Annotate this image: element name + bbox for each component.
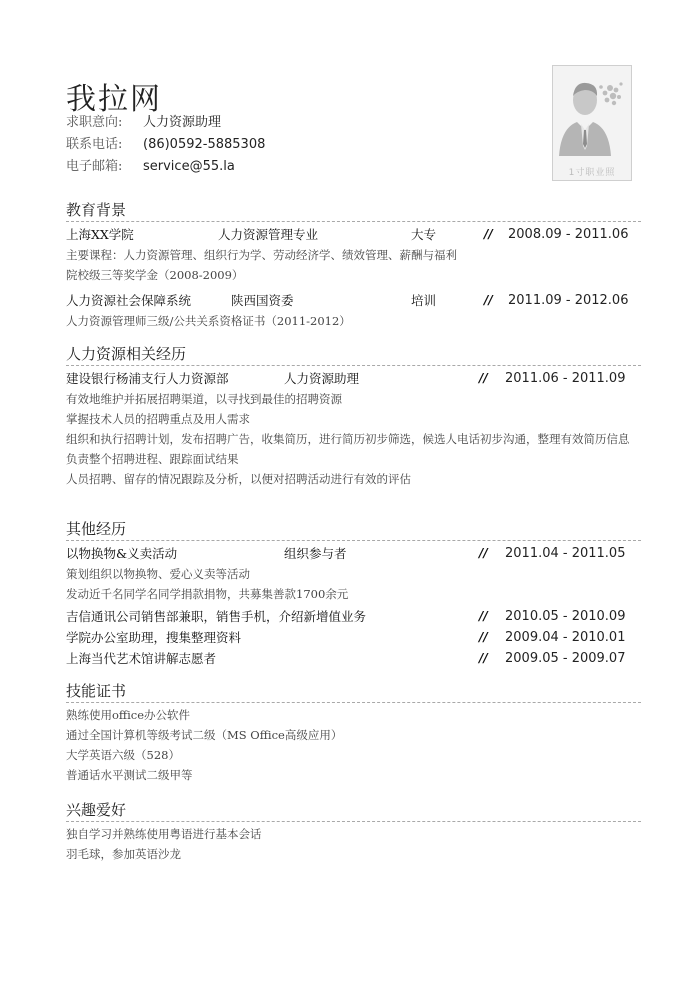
- experience-detail: 组织和执行招聘计划，发布招聘广告，收集简历，进行简历初步筛选，候选人电话初步沟通，整理有效简历信息: [66, 432, 630, 446]
- date-range: 2009.04 - 2010.01: [505, 630, 626, 645]
- separator: //: [484, 293, 493, 307]
- education-title: 教育背景: [66, 201, 127, 219]
- skills-title: 技能证书: [66, 682, 127, 700]
- experience-detail: 策划组织以物换物、爱心义卖等活动: [66, 567, 250, 581]
- skill-item: 熟练使用office办公软件: [66, 708, 191, 722]
- school-name: 人力资源社会保障系统: [66, 293, 192, 308]
- experience-detail: 人员招聘、留存的情况跟踪及分析，以便对招聘活动进行有效的评估: [66, 472, 411, 486]
- email-value: service@55.la: [143, 159, 235, 174]
- phone-row: [66, 134, 526, 156]
- degree: 大专: [411, 227, 437, 242]
- candidate-name: 我拉网: [66, 82, 162, 117]
- job-intention-row: [66, 112, 526, 134]
- organization: 建设银行杨浦支行人力资源部: [66, 371, 229, 386]
- experience-detail: 掌握技术人员的招聘重点及用人需求: [66, 412, 250, 426]
- hr-experience-section: [66, 344, 641, 489]
- organization: 吉信通讯公司销售部兼职，销售手机，介绍新增值业务: [66, 609, 367, 624]
- degree: 培训: [411, 293, 437, 308]
- date-range: 2010.05 - 2010.09: [505, 609, 626, 624]
- section-divider: [66, 540, 641, 541]
- education-detail: 主要课程：人力资源管理、组织行为学、劳动经济学、绩效管理、薪酬与福利: [66, 248, 457, 262]
- job-intention-label: 求职意向:: [66, 115, 123, 130]
- experience-entry-header: [66, 606, 641, 627]
- section-divider: [66, 365, 641, 366]
- experience-detail: 发动近千名同学名同学捐款捐物，共募集善款1700余元: [66, 587, 349, 601]
- email-row: [66, 156, 526, 178]
- organization: 上海当代艺术馆讲解志愿者: [66, 651, 217, 666]
- experience-entry-header: [66, 627, 641, 648]
- separator: //: [479, 546, 488, 560]
- role: 组织参与者: [284, 546, 347, 561]
- skills-section: [66, 681, 641, 785]
- separator: //: [479, 651, 488, 665]
- education-entry-header: [66, 290, 641, 311]
- phone-label: 联系电话:: [66, 137, 123, 152]
- hobbies-title: 兴趣爱好: [66, 801, 127, 819]
- contact-block: [66, 112, 526, 178]
- organization: 以物换物&义卖活动: [66, 546, 178, 561]
- education-detail: 人力资源管理师三级/公共关系资格证书（2011-2012）: [66, 314, 351, 328]
- skill-item: 普通话水平测试二级甲等: [66, 768, 193, 782]
- date-range: 2011.04 - 2011.05: [505, 546, 626, 561]
- education-detail: 院校级三等奖学金（2008-2009）: [66, 268, 244, 282]
- organization: 学院办公室助理，搜集整理资料: [66, 630, 242, 645]
- experience-entry-header: [66, 543, 641, 564]
- skill-item: 通过全国计算机等级考试二级（MS Office高级应用）: [66, 728, 343, 742]
- job-intention-value: 人力资源助理: [143, 115, 222, 130]
- major: 人力资源管理专业: [218, 227, 319, 242]
- section-divider: [66, 702, 641, 703]
- major: 陕西国资委: [231, 293, 294, 308]
- hobbies-section: [66, 800, 641, 864]
- separator: //: [479, 630, 488, 644]
- experience-entry-header: [66, 648, 641, 669]
- hobby-item: 独自学习并熟练使用粤语进行基本会话: [66, 827, 262, 841]
- school-name: 上海XX学院: [66, 227, 134, 242]
- date-range: 2009.05 - 2009.07: [505, 651, 626, 666]
- separator: //: [479, 609, 488, 623]
- other-experience-title: 其他经历: [66, 520, 127, 538]
- photo-caption: 1寸职业照: [568, 168, 616, 178]
- email-label: 电子邮箱:: [66, 159, 123, 174]
- separator: //: [479, 371, 488, 385]
- person-silhouette-icon: [553, 66, 631, 166]
- hr-experience-title: 人力资源相关经历: [66, 345, 187, 363]
- section-divider: [66, 821, 641, 822]
- other-experience-section: [66, 519, 641, 669]
- skill-item: 大学英语六级（528）: [66, 748, 180, 762]
- experience-detail: 负责整个招聘进程、跟踪面试结果: [66, 452, 239, 466]
- date-range: 2011.09 - 2012.06: [508, 293, 629, 308]
- date-range: 2008.09 - 2011.06: [508, 227, 629, 242]
- education-section: [66, 200, 641, 331]
- phone-value: (86)0592-5885308: [143, 137, 266, 152]
- photo-placeholder: [552, 65, 632, 181]
- role: 人力资源助理: [284, 371, 360, 386]
- hobby-item: 羽毛球，参加英语沙龙: [66, 847, 181, 861]
- section-divider: [66, 221, 641, 222]
- separator: //: [484, 227, 493, 241]
- experience-entry-header: [66, 368, 641, 389]
- date-range: 2011.06 - 2011.09: [505, 371, 626, 386]
- experience-detail: 有效地维护并拓展招聘渠道，以寻找到最佳的招聘资源: [66, 392, 342, 406]
- education-entry-header: [66, 224, 641, 245]
